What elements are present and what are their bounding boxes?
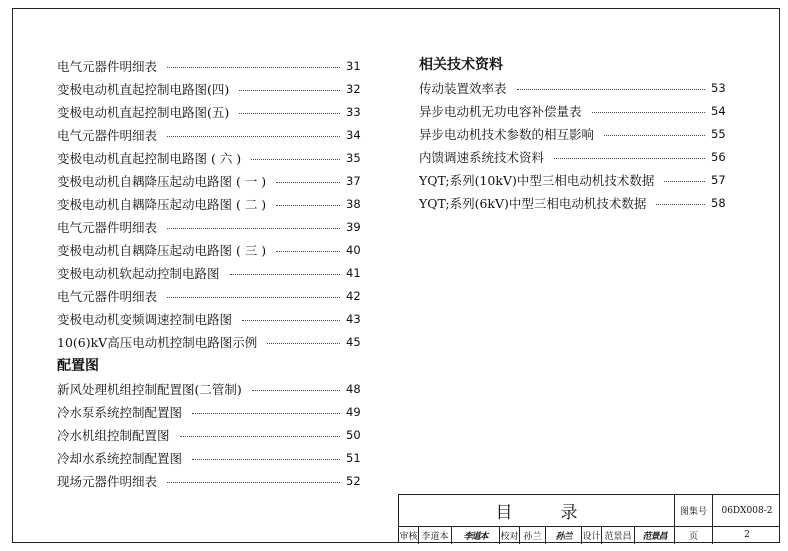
toc-entry-title: 变极电动机直起控制电路图(四) [57, 81, 230, 97]
toc-entry [57, 123, 360, 146]
section-heading-tech-data: 相关技术资料 [419, 57, 503, 73]
check-label: 校对 [500, 526, 520, 544]
toc-entry-title: 冷水泵系统控制配置图 [57, 404, 183, 420]
toc-entry-page: 52 [346, 473, 361, 488]
toc-entry-title: 电气元器件明细表 [57, 288, 158, 304]
dot-leader [180, 436, 340, 437]
toc-entry [57, 307, 360, 330]
dot-leader [167, 136, 340, 137]
toc-entry-title: 变极电动机自耦降压起动电路图 ( 一 ) [57, 173, 267, 189]
reviewer-signature: 李道本 [452, 526, 500, 544]
toc-entry [57, 377, 360, 400]
toc-entry-page: 38 [346, 196, 361, 211]
toc-entry-title: 变极电动机直起控制电路图(五) [57, 104, 230, 120]
toc-entry-page: 54 [711, 103, 726, 118]
toc-entry-page: 31 [346, 58, 361, 73]
dot-leader [167, 297, 340, 298]
dot-leader [239, 90, 340, 91]
toc-list-tech-data [419, 76, 725, 214]
dot-leader [192, 459, 340, 460]
toc-entry-title: YQT;系列(10kV)中型三相电动机技术数据 [419, 172, 655, 188]
toc-entry [57, 169, 360, 192]
toc-list-electrical [57, 54, 360, 353]
toc-left-column [57, 54, 360, 492]
checker-name: 孙兰 [520, 526, 546, 544]
toc-entry-page: 37 [346, 173, 361, 188]
dot-leader [167, 228, 340, 229]
toc-entry-page: 33 [346, 104, 361, 119]
toc-entry-page: 55 [711, 126, 726, 141]
toc-entry-page: 57 [711, 172, 726, 187]
toc-entry [57, 238, 360, 261]
toc-list-config [57, 377, 360, 492]
toc-entry [57, 192, 360, 215]
toc-entry-page: 50 [346, 427, 361, 442]
toc-entry [57, 284, 360, 307]
toc-entry [419, 122, 725, 145]
dot-leader [276, 182, 340, 183]
toc-entry-title: 电气元器件明细表 [57, 219, 158, 235]
toc-entry [419, 99, 725, 122]
toc-entry-page: 42 [346, 288, 361, 303]
toc-entry-title: 传动装置效率表 [419, 80, 507, 96]
toc-entry [57, 77, 360, 100]
toc-entry [57, 400, 360, 423]
toc-entry-title: 异步电动机无功电容补偿量表 [419, 103, 582, 119]
title-block-title: 目录 [399, 495, 675, 526]
designer-signature: 范景昌 [635, 526, 675, 544]
dot-leader [251, 159, 340, 160]
toc-entry [57, 469, 360, 492]
toc-entry-title: 变极电动机自耦降压起动电路图 ( 二 ) [57, 196, 267, 212]
toc-entry-title: 变极电动机软起动控制电路图 [57, 265, 220, 281]
dot-leader [554, 158, 705, 159]
dot-leader [167, 482, 340, 483]
toc-entry [57, 215, 360, 238]
toc-entry-title: 电气元器件明细表 [57, 58, 158, 74]
toc-entry [419, 191, 725, 214]
toc-entry-title: 变极电动机自耦降压起动电路图 ( 三 ) [57, 242, 267, 258]
page-label: 页 [675, 526, 713, 544]
dot-leader [276, 205, 340, 206]
dot-leader [230, 274, 340, 275]
toc-right-column [419, 52, 725, 214]
dot-leader [276, 251, 340, 252]
checker-signature: 孙兰 [546, 526, 582, 544]
atlas-number: 06DX008-2 [721, 505, 773, 516]
toc-entry-page: 51 [346, 450, 361, 465]
dot-leader [267, 343, 340, 344]
toc-entry-title: 变极电动机直起控制电路图 ( 六 ) [57, 150, 242, 166]
toc-entry-page: 49 [346, 404, 361, 419]
dot-leader [252, 390, 340, 391]
dot-leader [242, 320, 340, 321]
review-label: 审核 [399, 526, 419, 544]
toc-entry [57, 330, 360, 353]
page-number: 2 [744, 530, 750, 540]
toc-entry [419, 145, 725, 168]
toc-entry-title: 异步电动机技术参数的相互影响 [419, 126, 595, 142]
dot-leader [604, 135, 705, 136]
designer-name: 范景昌 [602, 526, 635, 544]
toc-entry-title: YQT;系列(6kV)中型三相电动机技术数据 [419, 195, 647, 211]
toc-entry-page: 48 [346, 381, 361, 396]
reviewer-name: 李道本 [419, 526, 452, 544]
toc-entry [57, 446, 360, 469]
dot-leader [664, 181, 705, 182]
toc-entry-page: 32 [346, 81, 361, 96]
toc-entry-page: 43 [346, 311, 361, 326]
toc-entry [57, 261, 360, 284]
dot-leader [592, 112, 705, 113]
toc-entry [57, 423, 360, 446]
toc-entry-page: 40 [346, 242, 361, 257]
toc-entry-title: 现场元器件明细表 [57, 473, 158, 489]
toc-entry-page: 45 [346, 334, 361, 349]
toc-entry-title: 内馈调速系统技术资料 [419, 149, 545, 165]
toc-entry-page: 34 [346, 127, 361, 142]
toc-entry-page: 53 [711, 80, 726, 95]
dot-leader [192, 413, 340, 414]
toc-entry-title: 10(6)kV高压电动机控制电路图示例 [57, 334, 258, 350]
toc-entry-page: 41 [346, 265, 361, 280]
section-heading-config: 配置图 [57, 358, 99, 374]
toc-entry-page: 35 [346, 150, 361, 165]
dot-leader [517, 89, 705, 90]
toc-entry-page: 56 [711, 149, 726, 164]
toc-entry-title: 电气元器件明细表 [57, 127, 158, 143]
title-block [398, 494, 780, 543]
toc-entry-page: 58 [711, 195, 726, 210]
dot-leader [239, 113, 340, 114]
dot-leader [167, 67, 340, 68]
dot-leader [656, 204, 705, 205]
toc-entry [419, 76, 725, 99]
toc-entry [419, 168, 725, 191]
toc-entry-title: 冷却水系统控制配置图 [57, 450, 183, 466]
design-label: 设计 [582, 526, 602, 544]
toc-entry [57, 54, 360, 77]
atlas-label: 图集号 [675, 495, 713, 526]
toc-entry-page: 39 [346, 219, 361, 234]
toc-entry-title: 变极电动机变频调速控制电路图 [57, 311, 233, 327]
toc-entry [57, 100, 360, 123]
toc-entry-title: 冷水机组控制配置图 [57, 427, 170, 443]
toc-entry [57, 146, 360, 169]
toc-entry-title: 新风处理机组控制配置图(二管制) [57, 381, 242, 397]
